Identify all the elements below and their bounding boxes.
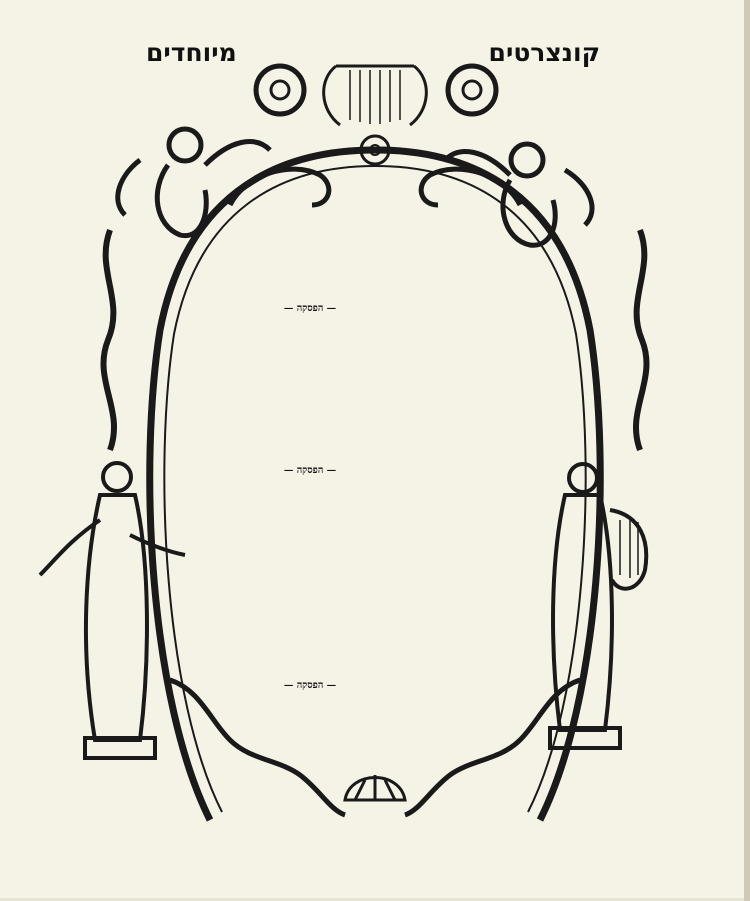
header-title-concerts: קונצרטים [488,38,600,67]
intermission-label: — הפסקה — [283,465,337,476]
statue-left-icon [40,463,185,758]
frame-oval-inner [164,166,585,812]
header-title-special: מיוחדים [146,38,237,67]
rosette-right-icon [448,66,496,114]
shell-ornament-icon [345,775,405,800]
intermission-label: — הפסקה — [283,303,337,314]
intermission-label: — הפסקה — [283,680,337,691]
rosette-left-icon [256,66,304,114]
scroll-left-column [104,230,115,450]
scroll-right-column [636,230,647,450]
scroll-top-left [230,169,329,205]
frame-oval-outer [150,150,600,820]
